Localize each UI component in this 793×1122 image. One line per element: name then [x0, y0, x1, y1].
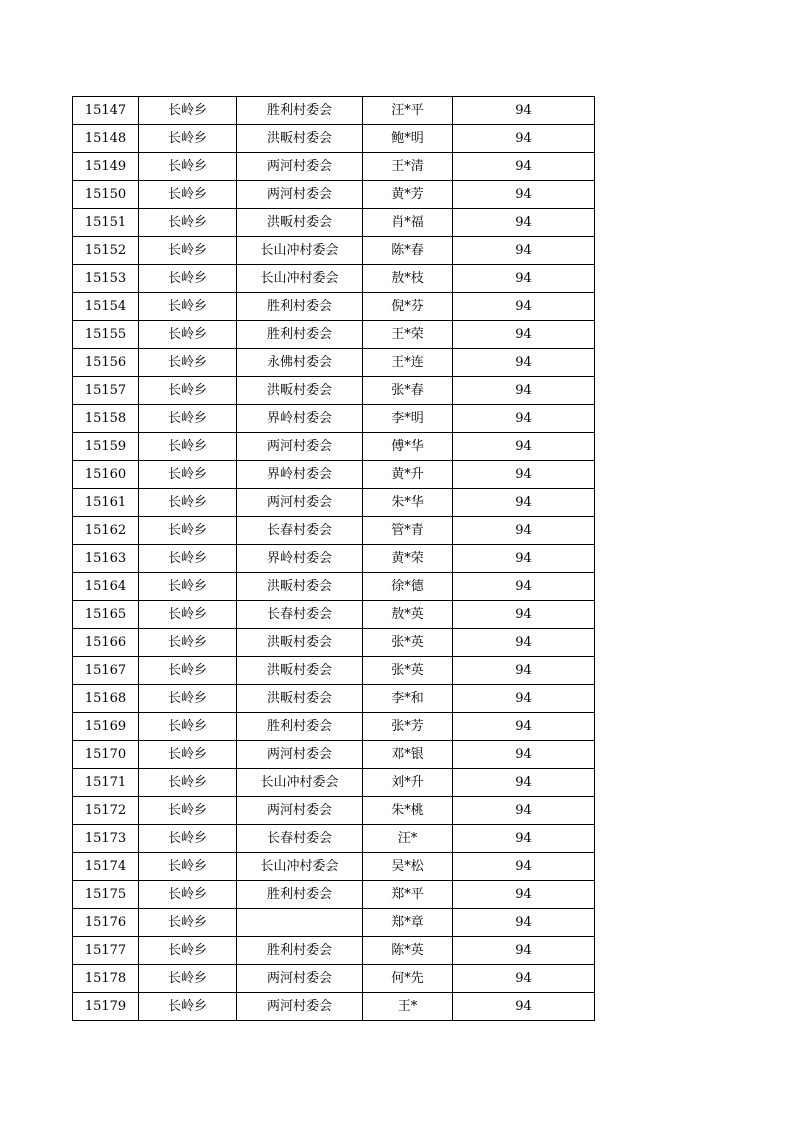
cell-score: 94 [453, 713, 595, 741]
cell-name: 王*荣 [363, 321, 453, 349]
cell-name: 敖*枝 [363, 265, 453, 293]
cell-name: 朱*华 [363, 489, 453, 517]
cell-name: 汪*平 [363, 97, 453, 125]
table-row [73, 937, 595, 965]
cell-village: 长春村委会 [237, 601, 363, 629]
cell-score: 94 [453, 657, 595, 685]
cell-village: 胜利村委会 [237, 97, 363, 125]
cell-township: 长岭乡 [139, 405, 237, 433]
cell-village: 长山冲村委会 [237, 769, 363, 797]
records-table-body [73, 97, 595, 1021]
cell-name: 张*芳 [363, 713, 453, 741]
cell-township: 长岭乡 [139, 993, 237, 1021]
cell-name: 张*春 [363, 377, 453, 405]
cell-village: 两河村委会 [237, 433, 363, 461]
cell-township: 长岭乡 [139, 265, 237, 293]
cell-id: 15164 [73, 573, 139, 601]
cell-id: 15158 [73, 405, 139, 433]
cell-village: 胜利村委会 [237, 293, 363, 321]
cell-village: 界岭村委会 [237, 405, 363, 433]
table-row [73, 769, 595, 797]
cell-township: 长岭乡 [139, 657, 237, 685]
cell-name: 敖*英 [363, 601, 453, 629]
table-row [73, 461, 595, 489]
cell-id: 15165 [73, 601, 139, 629]
cell-township: 长岭乡 [139, 517, 237, 545]
cell-village: 洪畈村委会 [237, 125, 363, 153]
table-row [73, 125, 595, 153]
cell-name: 陈*英 [363, 937, 453, 965]
cell-township: 长岭乡 [139, 125, 237, 153]
cell-village: 胜利村委会 [237, 881, 363, 909]
table-row [73, 545, 595, 573]
cell-township: 长岭乡 [139, 237, 237, 265]
table-row [73, 153, 595, 181]
cell-village: 界岭村委会 [237, 461, 363, 489]
cell-village: 长山冲村委会 [237, 853, 363, 881]
table-row [73, 573, 595, 601]
cell-village: 洪畈村委会 [237, 209, 363, 237]
cell-id: 15169 [73, 713, 139, 741]
cell-id: 15179 [73, 993, 139, 1021]
cell-score: 94 [453, 629, 595, 657]
cell-village: 长春村委会 [237, 517, 363, 545]
cell-score: 94 [453, 797, 595, 825]
cell-id: 15161 [73, 489, 139, 517]
cell-score: 94 [453, 237, 595, 265]
table-row [73, 377, 595, 405]
cell-township: 长岭乡 [139, 153, 237, 181]
cell-id: 15171 [73, 769, 139, 797]
cell-name: 汪* [363, 825, 453, 853]
table-row [73, 293, 595, 321]
table-row [73, 629, 595, 657]
cell-township: 长岭乡 [139, 797, 237, 825]
cell-id: 15168 [73, 685, 139, 713]
cell-township: 长岭乡 [139, 713, 237, 741]
cell-name: 吴*松 [363, 853, 453, 881]
cell-name: 王* [363, 993, 453, 1021]
cell-score: 94 [453, 517, 595, 545]
table-row [73, 685, 595, 713]
cell-village: 永佛村委会 [237, 349, 363, 377]
cell-township: 长岭乡 [139, 461, 237, 489]
cell-id: 15152 [73, 237, 139, 265]
cell-village [237, 909, 363, 937]
cell-score: 94 [453, 685, 595, 713]
cell-score: 94 [453, 825, 595, 853]
cell-name: 邓*银 [363, 741, 453, 769]
cell-id: 15177 [73, 937, 139, 965]
cell-village: 长春村委会 [237, 825, 363, 853]
cell-village: 胜利村委会 [237, 713, 363, 741]
cell-score: 94 [453, 993, 595, 1021]
cell-village: 两河村委会 [237, 993, 363, 1021]
cell-id: 15155 [73, 321, 139, 349]
cell-village: 长山冲村委会 [237, 265, 363, 293]
cell-township: 长岭乡 [139, 433, 237, 461]
cell-id: 15147 [73, 97, 139, 125]
cell-township: 长岭乡 [139, 573, 237, 601]
cell-id: 15157 [73, 377, 139, 405]
cell-name: 郑*平 [363, 881, 453, 909]
cell-village: 洪畈村委会 [237, 629, 363, 657]
cell-score: 94 [453, 349, 595, 377]
cell-township: 长岭乡 [139, 937, 237, 965]
cell-id: 15176 [73, 909, 139, 937]
cell-village: 两河村委会 [237, 741, 363, 769]
cell-township: 长岭乡 [139, 853, 237, 881]
table-row [73, 965, 595, 993]
cell-village: 两河村委会 [237, 153, 363, 181]
table-row [73, 853, 595, 881]
cell-score: 94 [453, 489, 595, 517]
cell-id: 15174 [73, 853, 139, 881]
table-row [73, 265, 595, 293]
cell-township: 长岭乡 [139, 629, 237, 657]
cell-township: 长岭乡 [139, 965, 237, 993]
cell-name: 李*明 [363, 405, 453, 433]
cell-village: 界岭村委会 [237, 545, 363, 573]
cell-township: 长岭乡 [139, 181, 237, 209]
cell-township: 长岭乡 [139, 685, 237, 713]
cell-name: 黄*升 [363, 461, 453, 489]
cell-village: 两河村委会 [237, 489, 363, 517]
cell-name: 鲍*明 [363, 125, 453, 153]
cell-township: 长岭乡 [139, 741, 237, 769]
cell-township: 长岭乡 [139, 209, 237, 237]
cell-score: 94 [453, 125, 595, 153]
cell-village: 长山冲村委会 [237, 237, 363, 265]
table-row [73, 657, 595, 685]
table-row [73, 237, 595, 265]
cell-id: 15148 [73, 125, 139, 153]
cell-village: 胜利村委会 [237, 937, 363, 965]
cell-score: 94 [453, 545, 595, 573]
cell-name: 王*清 [363, 153, 453, 181]
table-row [73, 517, 595, 545]
cell-township: 长岭乡 [139, 349, 237, 377]
cell-name: 朱*桃 [363, 797, 453, 825]
table-row [73, 433, 595, 461]
cell-score: 94 [453, 153, 595, 181]
cell-name: 何*先 [363, 965, 453, 993]
cell-score: 94 [453, 937, 595, 965]
cell-village: 两河村委会 [237, 181, 363, 209]
cell-score: 94 [453, 909, 595, 937]
cell-name: 肖*福 [363, 209, 453, 237]
cell-score: 94 [453, 853, 595, 881]
cell-score: 94 [453, 433, 595, 461]
cell-village: 两河村委会 [237, 965, 363, 993]
cell-township: 长岭乡 [139, 545, 237, 573]
cell-name: 张*英 [363, 629, 453, 657]
cell-id: 15173 [73, 825, 139, 853]
cell-name: 刘*升 [363, 769, 453, 797]
cell-township: 长岭乡 [139, 825, 237, 853]
cell-township: 长岭乡 [139, 601, 237, 629]
table-row [73, 909, 595, 937]
cell-village: 两河村委会 [237, 797, 363, 825]
cell-name: 李*和 [363, 685, 453, 713]
cell-name: 郑*章 [363, 909, 453, 937]
cell-name: 倪*芬 [363, 293, 453, 321]
cell-score: 94 [453, 377, 595, 405]
cell-score: 94 [453, 181, 595, 209]
cell-name: 陈*春 [363, 237, 453, 265]
cell-id: 15149 [73, 153, 139, 181]
cell-score: 94 [453, 265, 595, 293]
table-row [73, 181, 595, 209]
table-row [73, 713, 595, 741]
cell-name: 管*青 [363, 517, 453, 545]
cell-name: 傅*华 [363, 433, 453, 461]
cell-id: 15160 [73, 461, 139, 489]
cell-id: 15170 [73, 741, 139, 769]
cell-id: 15150 [73, 181, 139, 209]
cell-township: 长岭乡 [139, 489, 237, 517]
cell-id: 15156 [73, 349, 139, 377]
cell-name: 黄*荣 [363, 545, 453, 573]
cell-village: 胜利村委会 [237, 321, 363, 349]
cell-score: 94 [453, 405, 595, 433]
cell-score: 94 [453, 881, 595, 909]
cell-township: 长岭乡 [139, 97, 237, 125]
cell-village: 洪畈村委会 [237, 573, 363, 601]
cell-id: 15159 [73, 433, 139, 461]
cell-township: 长岭乡 [139, 909, 237, 937]
table-row [73, 489, 595, 517]
cell-score: 94 [453, 321, 595, 349]
table-row [73, 405, 595, 433]
cell-township: 长岭乡 [139, 769, 237, 797]
cell-id: 15166 [73, 629, 139, 657]
cell-id: 15162 [73, 517, 139, 545]
cell-township: 长岭乡 [139, 881, 237, 909]
cell-score: 94 [453, 461, 595, 489]
cell-score: 94 [453, 209, 595, 237]
cell-id: 15172 [73, 797, 139, 825]
cell-township: 长岭乡 [139, 293, 237, 321]
table-row [73, 881, 595, 909]
cell-village: 洪畈村委会 [237, 657, 363, 685]
records-table [72, 96, 595, 1021]
cell-score: 94 [453, 573, 595, 601]
cell-village: 洪畈村委会 [237, 685, 363, 713]
table-row [73, 321, 595, 349]
cell-village: 洪畈村委会 [237, 377, 363, 405]
cell-id: 15154 [73, 293, 139, 321]
table-row [73, 349, 595, 377]
table-row [73, 741, 595, 769]
cell-score: 94 [453, 769, 595, 797]
table-row [73, 993, 595, 1021]
cell-name: 黄*芳 [363, 181, 453, 209]
table-row [73, 797, 595, 825]
cell-id: 15163 [73, 545, 139, 573]
cell-township: 长岭乡 [139, 321, 237, 349]
cell-id: 15153 [73, 265, 139, 293]
cell-id: 15151 [73, 209, 139, 237]
cell-score: 94 [453, 293, 595, 321]
table-row [73, 97, 595, 125]
cell-score: 94 [453, 741, 595, 769]
cell-name: 徐*德 [363, 573, 453, 601]
table-row [73, 209, 595, 237]
cell-name: 张*英 [363, 657, 453, 685]
cell-score: 94 [453, 965, 595, 993]
cell-id: 15175 [73, 881, 139, 909]
cell-name: 王*连 [363, 349, 453, 377]
table-row [73, 825, 595, 853]
cell-id: 15178 [73, 965, 139, 993]
cell-id: 15167 [73, 657, 139, 685]
cell-score: 94 [453, 97, 595, 125]
table-row [73, 601, 595, 629]
cell-score: 94 [453, 601, 595, 629]
cell-township: 长岭乡 [139, 377, 237, 405]
